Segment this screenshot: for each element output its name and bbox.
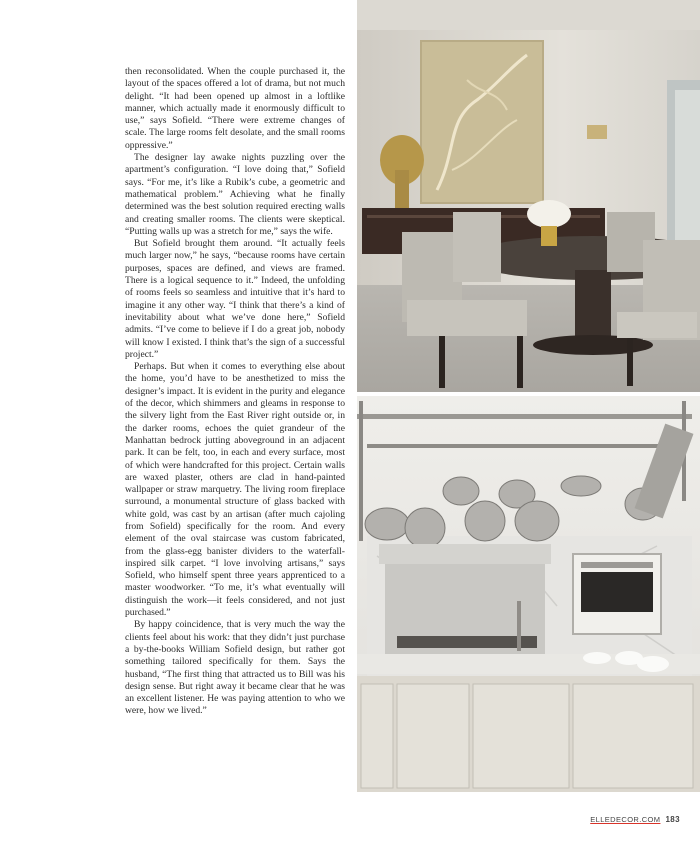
- page-number: 183: [665, 815, 680, 824]
- article-paragraph: The designer lay awake nights puzzling over the apartment’s configuration. “I love doing that,” Sofield says. “For me, it’s like a Rubik’s cube, a geometric and mathematical problem.” Achieving what he finally determined was the best solution required erecting walls and creating smaller rooms. The clients were skeptical. “Putting walls up was a stretch for me,” says the wife.: [125, 152, 345, 237]
- article-body: [125, 66, 345, 718]
- page-footer: [590, 815, 680, 824]
- article-paragraph: But Sofield brought them around. “It actually feels much larger now,” he says, “because rooms have certain purposes, spaces are defined, and views are framed. There is a logical sequence to it.” Indeed, the unfolding of rooms feels so seamless and intuitive that it’s hard to imagine it any other way. “I think that there’s a kind of inevitability about what we’ve done here,” Sofield admits. “I’ve come to believe if I do a great job, nobody will know I existed. I think that’s the sign of a successful project.”: [125, 238, 345, 360]
- article-paragraph: By happy coincidence, that is very much the way the clients feel about his work: that they didn’t just purchase a by-the-books William Sofield design, but rather got something tailored specifically for them. Says the husband, “The first thing that attracted us to Bill was his design sense. But right away it became clear that he was an excellent listener. He was paying attention to who we were, how we lived.”: [125, 619, 345, 717]
- article-paragraph: then reconsolidated. When the couple purchased it, the layout of the spaces offered a lot of drama, but not much delight. “It had been opened up almost in a loftlike manner, which actually made it enormously difficult to use,” says Sofield. “There were extreme changes of scale. The large rooms felt desolate, and the small rooms oppressive.”: [125, 66, 345, 151]
- article-paragraph: Perhaps. But when it comes to everything else about the home, you’d have to be anesthetized to miss the designer’s impact. It is evident in the purity and elegance of the decor, which shimmers and gleams in response to the silvery light from the East River right outside or, in the darker rooms, echoes the quiet grandeur of the Manhattan bedrock jutting aboveground in an adjacent park. It can be felt, too, in each and every surface, most of which were handcrafted for this project. Certain walls are waxed plaster, others are clad in hand-painted wallpaper or straw marquetry. The living room fireplace surround, a monumental structure of glass backed with white gold, was cast by an artisan (after much cajoling from Sofield) specifically for the room. And every element of the oval staircase was custom fabricated, from the glass-egg banister dividers to the waterfall-inspired silk carpet. “I love involving artisans,” says Sofield, who himself spent three years apprenticed to a master woodworker. “To me, it’s what eventually will distinguish the work—it feels considered, and not just purchased.”: [125, 361, 345, 619]
- dining-room-photo: [357, 0, 700, 392]
- footer-site-name: ELLEDECOR.COM: [590, 815, 661, 824]
- kitchen-photo: [357, 396, 700, 792]
